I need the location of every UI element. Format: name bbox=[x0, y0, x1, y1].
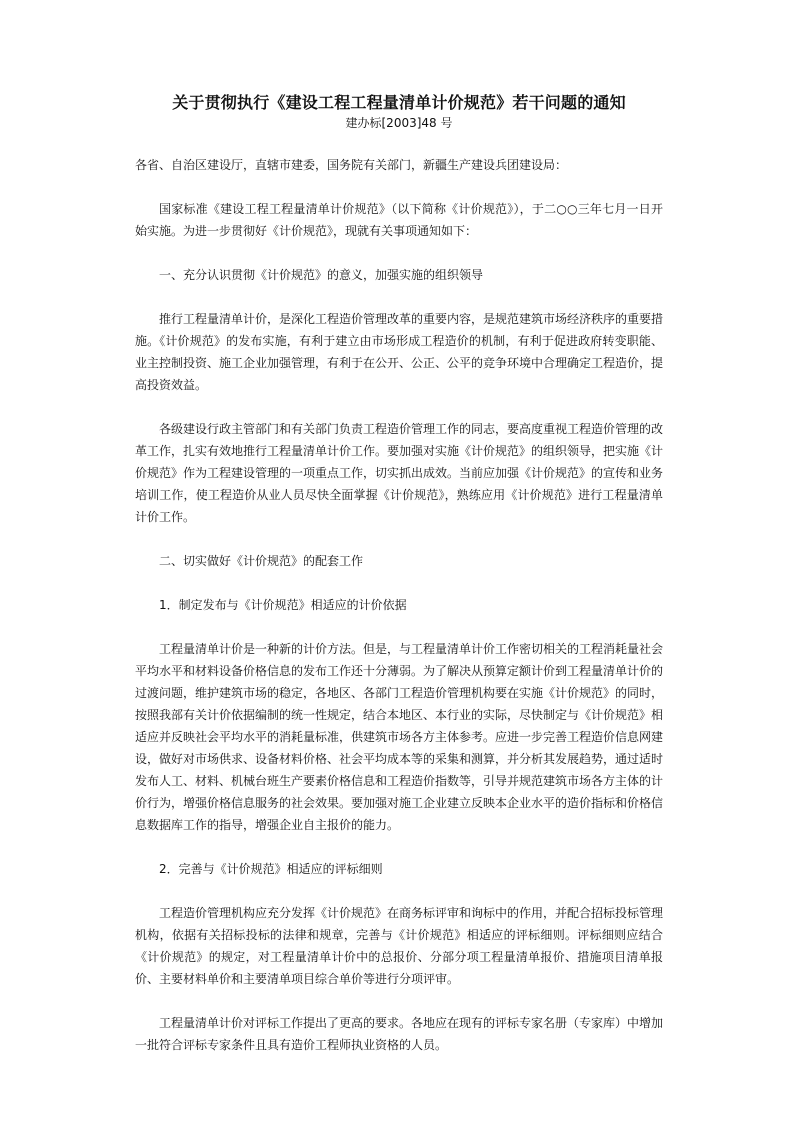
document-title: 关于贯彻执行《建设工程工程量清单计价规范》若干问题的通知 bbox=[172, 93, 626, 112]
paragraph-1-2: 各级建设行政主管部门和有关部门负责工程造价管理工作的同志，要高度重视工程造价管理的改革工作，扎实有效地推行工程量清单计价工作。要加强对实施《计价规范》的组织领导，把实施《计价规范》作为工程建设管理的一项重点工作，切实抓出成效。当前应加强《计价规范》的宣传和业务培训工作，使工程造价从业人员尽快全面掌握《计价规范》，熟练应用《计价规范》进行工程量清单计价工作。 bbox=[135, 422, 664, 524]
paragraph-1-1: 推行工程量清单计价，是深化工程造价管理改革的重要内容，是规范建筑市场经济秩序的重要措施。《计价规范》的发布实施，有利于建立由市场形成工程造价的机制，有利于促进政府转变职能、业主控制投资、施工企业加强管理，有利于在公开、公正、公平的竞争环境中合理确定工程造价，提高投资效益。 bbox=[135, 312, 664, 392]
section-heading-1: 一、充分认识贯彻《计价规范》的意义，加强实施的组织领导 bbox=[159, 268, 484, 282]
subsection-heading-2-2: 2．完善与《计价规范》相适应的评标细则 bbox=[159, 862, 383, 876]
section-heading-2: 二、切实做好《计价规范》的配套工作 bbox=[159, 554, 364, 568]
paragraph-intro: 国家标准《建设工程工程量清单计价规范》（以下简称《计价规范》），于二○○三年七月一日开始实施。为进一步贯彻好《计价规范》，现就有关事项通知如下： bbox=[135, 202, 663, 238]
subsection-heading-2-1: 1．制定发布与《计价规范》相适应的计价依据 bbox=[159, 598, 407, 612]
paragraph-2-2-b: 工程量清单计价对评标工作提出了更高的要求。各地应在现有的评标专家名册（专家库）中增加一批符合评标专家条件且具有造价工程师执业资格的人员。 bbox=[135, 1016, 664, 1052]
paragraph-2-1: 工程量清单计价是一种新的计价方法。但是，与工程量清单计价工作密切相关的工程消耗量社会平均水平和材料设备价格信息的发布工作还十分薄弱。为了解决从预算定额计价到工程量清单计价的过渡问题，维护建筑市场的稳定，各地区、各部门工程造价管理机构要在实施《计价规范》的同时，按照我部有关计价依据编制的统一性规定，结合本地区、本行业的实际，尽快制定与《计价规范》相适应并反映社会平均水平的消耗量标准，供建筑市场各方主体参考。应进一步完善工程造价信息网建设，做好对市场供求、设备材料价格、社会平均成本等的采集和测算，并分析其发展趋势，通过适时发布人工、材料、机械台班生产要素价格信息和工程造价指数等，引导并规范建筑市场各方主体的计价行为，增强价格信息服务的社会效果。要加强对施工企业建立反映本企业水平的造价指标和价格信息数据库工作的指导，增强企业自主报价的能力。 bbox=[135, 642, 664, 832]
document-number: 建办标[2003]48 号 bbox=[345, 116, 453, 130]
salutation: 各省、自治区建设厅，直辖市建委，国务院有关部门，新疆生产建设兵团建设局： bbox=[135, 158, 568, 172]
paragraph-2-2-a: 工程造价管理机构应充分发挥《计价规范》在商务标评审和询标中的作用，并配合招标投标管理机构，依据有关招标投标的法律和规章，完善与《计价规范》相适应的评标细则。评标细则应结合《计价规范》的规定，对工程量清单计价中的总报价、分部分项工程量清单报价、措施项目清单报价、主要材料单价和主要清单项目综合单价等进行分项评审。 bbox=[135, 906, 664, 986]
document-page bbox=[135, 92, 663, 1078]
